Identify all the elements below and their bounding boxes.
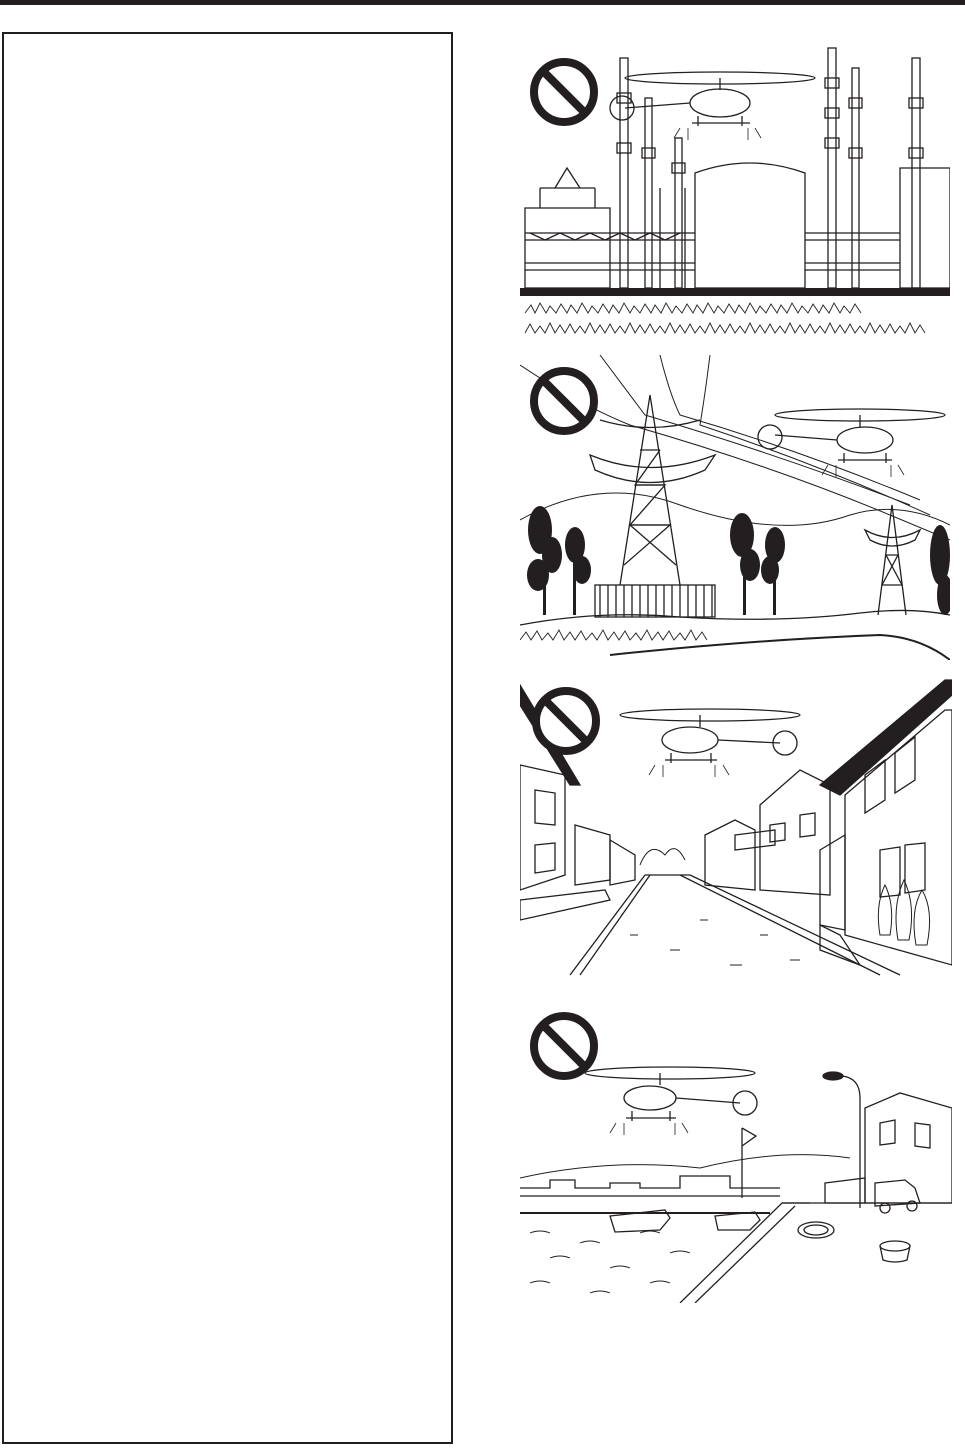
house <box>705 770 830 895</box>
house <box>820 680 952 965</box>
water <box>530 1231 690 1293</box>
illustration-industrial-plant <box>520 38 950 348</box>
truck <box>875 1180 920 1213</box>
ground <box>520 610 950 625</box>
house <box>520 765 635 920</box>
pier <box>680 1203 952 1303</box>
smokestack <box>617 48 923 288</box>
illustration-harbor-dock <box>520 998 952 1303</box>
illustration-residential-street <box>520 675 952 980</box>
road-marks <box>630 920 800 965</box>
illustration-power-lines <box>520 355 950 660</box>
storage-tank <box>525 163 950 288</box>
prohibition-icon <box>530 685 602 757</box>
prohibition-icon <box>528 365 600 437</box>
tree <box>527 506 950 615</box>
transmission-tower <box>865 505 920 615</box>
road <box>610 635 950 660</box>
helicopter <box>620 709 800 777</box>
prohibition-icon <box>528 1010 600 1082</box>
helicopter <box>758 409 945 477</box>
prohibition-icon <box>528 56 600 128</box>
road <box>570 875 900 975</box>
ground-line <box>520 288 950 296</box>
fence <box>595 585 715 617</box>
grass <box>520 630 707 640</box>
street-lamp <box>823 1072 860 1208</box>
helicopter <box>610 72 815 140</box>
town-skyline <box>520 1176 780 1188</box>
transmission-tower <box>590 395 715 585</box>
hill <box>520 1155 850 1178</box>
pipe-rack <box>525 188 900 288</box>
rope-coil <box>798 1222 834 1238</box>
grass <box>525 303 925 333</box>
bucket <box>880 1241 910 1262</box>
helicopter <box>585 1067 757 1135</box>
building <box>825 1093 952 1203</box>
header-rule <box>0 0 965 5</box>
notice-text-box <box>2 32 453 1444</box>
